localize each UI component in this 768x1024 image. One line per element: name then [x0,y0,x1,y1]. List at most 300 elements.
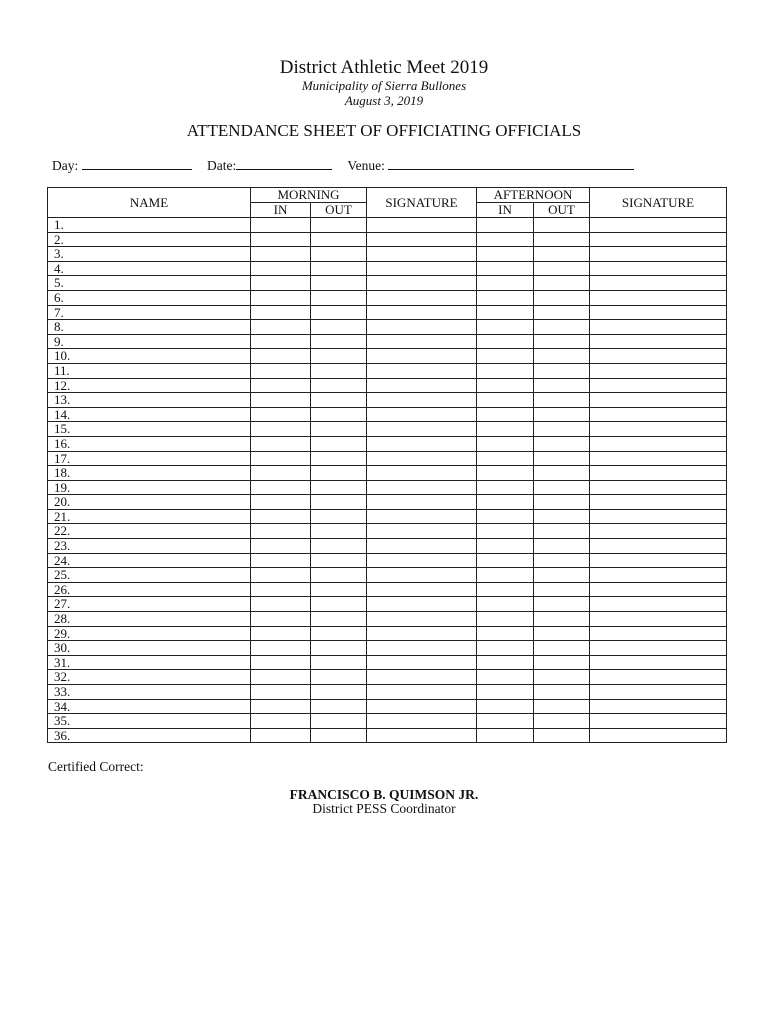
afternoon-in-cell[interactable] [477,232,534,247]
day-label: Day: [52,158,79,173]
afternoon-out-cell[interactable] [534,699,590,714]
morning-out-cell[interactable] [311,305,367,320]
row-number-name-cell: 2. [48,232,251,247]
afternoon-signature-cell[interactable] [590,626,727,641]
morning-signature-cell[interactable] [367,247,477,262]
row-number-name-cell: 24. [48,553,251,568]
morning-signature-cell[interactable] [367,509,477,524]
afternoon-out-cell[interactable] [534,407,590,422]
afternoon-in-cell[interactable] [477,378,534,393]
morning-in-cell[interactable] [251,349,311,364]
document-title: District Athletic Meet 2019 [279,57,489,78]
afternoon-in-cell[interactable] [477,553,534,568]
afternoon-out-cell[interactable] [534,714,590,729]
table-row [48,699,727,714]
morning-in-cell[interactable] [251,626,311,641]
afternoon-out-cell[interactable] [534,509,590,524]
morning-out-cell[interactable] [311,655,367,670]
morning-in-header: IN [251,203,311,218]
morning-signature-cell[interactable] [367,685,477,700]
morning-signature-cell[interactable] [367,290,477,305]
afternoon-signature-cell[interactable] [590,261,727,276]
morning-out-cell[interactable] [311,261,367,276]
morning-in-cell[interactable] [251,320,311,335]
row-number-name-cell: 26. [48,582,251,597]
afternoon-out-cell[interactable] [534,232,590,247]
afternoon-signature-cell[interactable] [590,422,727,437]
afternoon-out-cell[interactable] [534,393,590,408]
row-number-name-cell: 7. [48,305,251,320]
afternoon-in-cell[interactable] [477,436,534,451]
morning-signature-cell[interactable] [367,612,477,627]
morning-out-cell[interactable] [311,247,367,262]
afternoon-signature-cell[interactable] [590,407,727,422]
row-number-name-cell: 17. [48,451,251,466]
morning-in-cell[interactable] [251,495,311,510]
morning-signature-cell[interactable] [367,655,477,670]
table-row [48,247,727,262]
morning-out-cell[interactable] [311,495,367,510]
attendance-table [47,187,727,743]
afternoon-signature-cell[interactable] [590,218,727,233]
afternoon-signature-cell[interactable] [590,597,727,612]
attendance-rows [48,218,727,743]
morning-signature-cell[interactable] [367,582,477,597]
afternoon-out-cell[interactable] [534,276,590,291]
morning-in-cell[interactable] [251,363,311,378]
day-blank[interactable] [82,157,192,170]
afternoon-signature-cell[interactable] [590,539,727,554]
signer-name: FRANCISCO B. QUIMSON JR. [289,787,479,802]
morning-in-cell[interactable] [251,582,311,597]
row-number-name-cell: 25. [48,568,251,583]
venue-blank[interactable] [388,157,634,170]
morning-in-cell[interactable] [251,276,311,291]
morning-in-cell[interactable] [251,232,311,247]
morning-out-cell[interactable] [311,466,367,481]
form-fields-line [52,157,634,174]
morning-out-cell[interactable] [311,349,367,364]
table-row [48,349,727,364]
afternoon-signature-header: SIGNATURE [590,188,727,218]
afternoon-in-cell[interactable] [477,422,534,437]
morning-in-cell[interactable] [251,553,311,568]
morning-signature-cell[interactable] [367,363,477,378]
afternoon-signature-cell[interactable] [590,655,727,670]
afternoon-out-cell[interactable] [534,422,590,437]
afternoon-out-cell[interactable] [534,363,590,378]
afternoon-signature-cell[interactable] [590,685,727,700]
afternoon-out-cell[interactable] [534,655,590,670]
morning-out-cell[interactable] [311,539,367,554]
morning-in-cell[interactable] [251,641,311,656]
afternoon-out-cell[interactable] [534,495,590,510]
afternoon-out-cell[interactable] [534,378,590,393]
morning-in-cell[interactable] [251,436,311,451]
morning-out-cell[interactable] [311,728,367,743]
morning-signature-cell[interactable] [367,407,477,422]
morning-signature-header: SIGNATURE [367,188,477,218]
afternoon-signature-cell[interactable] [590,728,727,743]
row-number-name-cell: 5. [48,276,251,291]
table-row [48,612,727,627]
morning-in-cell[interactable] [251,480,311,495]
afternoon-in-cell[interactable] [477,539,534,554]
morning-out-header: OUT [311,203,367,218]
row-number-name-cell: 21. [48,509,251,524]
afternoon-out-cell[interactable] [534,597,590,612]
afternoon-out-cell[interactable] [534,626,590,641]
table-row [48,261,727,276]
afternoon-out-cell[interactable] [534,261,590,276]
morning-signature-cell[interactable] [367,422,477,437]
morning-out-cell[interactable] [311,568,367,583]
afternoon-signature-cell[interactable] [590,714,727,729]
morning-signature-cell[interactable] [367,305,477,320]
morning-out-cell[interactable] [311,422,367,437]
afternoon-in-cell[interactable] [477,626,534,641]
afternoon-signature-cell[interactable] [590,480,727,495]
sheet-heading: ATTENDANCE SHEET OF OFFICIATING OFFICIALS [186,121,582,140]
morning-in-cell[interactable] [251,334,311,349]
afternoon-in-cell[interactable] [477,685,534,700]
row-number-name-cell: 13. [48,393,251,408]
morning-out-cell[interactable] [311,393,367,408]
afternoon-in-cell[interactable] [477,495,534,510]
afternoon-in-cell[interactable] [477,568,534,583]
table-row [48,553,727,568]
row-number-name-cell: 9. [48,334,251,349]
morning-signature-cell[interactable] [367,699,477,714]
morning-out-cell[interactable] [311,334,367,349]
afternoon-in-cell[interactable] [477,641,534,656]
morning-signature-cell[interactable] [367,218,477,233]
table-row [48,568,727,583]
morning-in-cell[interactable] [251,407,311,422]
table-row [48,218,727,233]
morning-signature-cell[interactable] [367,378,477,393]
afternoon-in-cell[interactable] [477,670,534,685]
row-number-name-cell: 29. [48,626,251,641]
afternoon-out-cell[interactable] [534,334,590,349]
morning-in-cell[interactable] [251,670,311,685]
afternoon-out-cell[interactable] [534,641,590,656]
morning-out-cell[interactable] [311,378,367,393]
afternoon-out-cell[interactable] [534,349,590,364]
morning-in-cell[interactable] [251,597,311,612]
date-label: Date: [207,158,237,173]
afternoon-signature-cell[interactable] [590,612,727,627]
morning-signature-cell[interactable] [367,261,477,276]
morning-out-cell[interactable] [311,524,367,539]
morning-out-cell[interactable] [311,436,367,451]
afternoon-in-cell[interactable] [477,655,534,670]
morning-out-cell[interactable] [311,407,367,422]
afternoon-out-cell[interactable] [534,436,590,451]
morning-out-cell[interactable] [311,232,367,247]
afternoon-in-cell[interactable] [477,393,534,408]
morning-signature-cell[interactable] [367,232,477,247]
afternoon-signature-cell[interactable] [590,276,727,291]
table-row [48,539,727,554]
afternoon-signature-cell[interactable] [590,378,727,393]
morning-in-cell[interactable] [251,655,311,670]
morning-signature-cell[interactable] [367,393,477,408]
morning-signature-cell[interactable] [367,641,477,656]
afternoon-in-cell[interactable] [477,451,534,466]
table-row [48,407,727,422]
morning-signature-cell[interactable] [367,320,477,335]
morning-signature-cell[interactable] [367,728,477,743]
afternoon-out-cell[interactable] [534,466,590,481]
morning-signature-cell[interactable] [367,553,477,568]
row-number-name-cell: 22. [48,524,251,539]
afternoon-out-cell[interactable] [534,582,590,597]
table-row [48,290,727,305]
signer-title: District PESS Coordinator [312,801,456,816]
row-number-name-cell: 6. [48,290,251,305]
morning-out-cell[interactable] [311,641,367,656]
table-row [48,363,727,378]
afternoon-signature-cell[interactable] [590,232,727,247]
morning-signature-cell[interactable] [367,276,477,291]
afternoon-in-cell[interactable] [477,247,534,262]
morning-signature-cell[interactable] [367,568,477,583]
morning-out-cell[interactable] [311,276,367,291]
table-row [48,393,727,408]
row-number-name-cell: 16. [48,436,251,451]
morning-signature-cell[interactable] [367,714,477,729]
morning-out-cell[interactable] [311,451,367,466]
afternoon-in-cell[interactable] [477,334,534,349]
afternoon-signature-cell[interactable] [590,641,727,656]
table-row [48,320,727,335]
afternoon-in-cell[interactable] [477,728,534,743]
table-row [48,422,727,437]
afternoon-in-cell[interactable] [477,612,534,627]
morning-out-cell[interactable] [311,480,367,495]
morning-in-cell[interactable] [251,728,311,743]
afternoon-in-cell[interactable] [477,699,534,714]
morning-in-cell[interactable] [251,466,311,481]
morning-in-cell[interactable] [251,699,311,714]
afternoon-in-cell[interactable] [477,276,534,291]
table-row [48,232,727,247]
morning-in-cell[interactable] [251,685,311,700]
afternoon-in-cell[interactable] [477,261,534,276]
row-number-name-cell: 31. [48,655,251,670]
afternoon-in-cell[interactable] [477,509,534,524]
table-row [48,597,727,612]
morning-in-cell[interactable] [251,509,311,524]
afternoon-signature-cell[interactable] [590,305,727,320]
afternoon-signature-cell[interactable] [590,553,727,568]
municipality-subtitle: Municipality of Sierra Bullones [301,78,467,93]
afternoon-in-cell[interactable] [477,363,534,378]
morning-in-cell[interactable] [251,218,311,233]
morning-in-cell[interactable] [251,524,311,539]
name-header: NAME [48,188,251,218]
venue-label: Venue: [347,158,385,173]
morning-in-cell[interactable] [251,539,311,554]
morning-in-cell[interactable] [251,568,311,583]
afternoon-out-cell[interactable] [534,524,590,539]
morning-in-cell[interactable] [251,451,311,466]
morning-in-cell[interactable] [251,393,311,408]
afternoon-out-cell[interactable] [534,612,590,627]
row-number-name-cell: 12. [48,378,251,393]
afternoon-signature-cell[interactable] [590,247,727,262]
afternoon-in-cell[interactable] [477,466,534,481]
afternoon-out-cell[interactable] [534,305,590,320]
row-number-name-cell: 10. [48,349,251,364]
table-row [48,670,727,685]
morning-out-cell[interactable] [311,320,367,335]
morning-out-cell[interactable] [311,685,367,700]
morning-signature-cell[interactable] [367,466,477,481]
afternoon-signature-cell[interactable] [590,320,727,335]
afternoon-signature-cell[interactable] [590,451,727,466]
afternoon-out-cell[interactable] [534,480,590,495]
afternoon-out-cell[interactable] [534,568,590,583]
afternoon-signature-cell[interactable] [590,524,727,539]
table-row [48,714,727,729]
afternoon-in-cell[interactable] [477,305,534,320]
table-row [48,305,727,320]
afternoon-in-cell[interactable] [477,349,534,364]
table-row [48,466,727,481]
row-number-name-cell: 11. [48,363,251,378]
morning-signature-cell[interactable] [367,334,477,349]
afternoon-out-cell[interactable] [534,685,590,700]
afternoon-out-cell[interactable] [534,553,590,568]
row-number-name-cell: 18. [48,466,251,481]
afternoon-signature-cell[interactable] [590,582,727,597]
afternoon-in-cell[interactable] [477,714,534,729]
afternoon-out-cell[interactable] [534,247,590,262]
afternoon-signature-cell[interactable] [590,670,727,685]
afternoon-in-cell[interactable] [477,290,534,305]
morning-signature-cell[interactable] [367,524,477,539]
morning-in-cell[interactable] [251,612,311,627]
table-row [48,524,727,539]
afternoon-out-cell[interactable] [534,670,590,685]
afternoon-signature-cell[interactable] [590,509,727,524]
morning-out-cell[interactable] [311,699,367,714]
afternoon-out-cell[interactable] [534,218,590,233]
morning-in-cell[interactable] [251,378,311,393]
row-number-name-cell: 8. [48,320,251,335]
row-number-name-cell: 14. [48,407,251,422]
morning-signature-cell[interactable] [367,539,477,554]
afternoon-in-cell[interactable] [477,597,534,612]
afternoon-out-cell[interactable] [534,320,590,335]
table-row [48,728,727,743]
morning-out-cell[interactable] [311,670,367,685]
afternoon-signature-cell[interactable] [590,699,727,714]
afternoon-signature-cell[interactable] [590,349,727,364]
event-date: August 3, 2019 [344,93,424,108]
afternoon-signature-cell[interactable] [590,290,727,305]
afternoon-in-header: IN [477,203,534,218]
afternoon-signature-cell[interactable] [590,495,727,510]
table-row [48,641,727,656]
row-number-name-cell: 35. [48,714,251,729]
afternoon-signature-cell[interactable] [590,568,727,583]
row-number-name-cell: 19. [48,480,251,495]
afternoon-in-cell[interactable] [477,582,534,597]
row-number-name-cell: 4. [48,261,251,276]
afternoon-signature-cell[interactable] [590,363,727,378]
morning-signature-cell[interactable] [367,451,477,466]
afternoon-in-cell[interactable] [477,524,534,539]
morning-out-cell[interactable] [311,509,367,524]
row-number-name-cell: 23. [48,539,251,554]
afternoon-in-cell[interactable] [477,407,534,422]
table-row [48,436,727,451]
morning-out-cell[interactable] [311,714,367,729]
morning-out-cell[interactable] [311,553,367,568]
certified-correct-label: Certified Correct: [48,759,144,774]
table-row [48,509,727,524]
morning-in-cell[interactable] [251,714,311,729]
morning-signature-cell[interactable] [367,597,477,612]
afternoon-signature-cell[interactable] [590,334,727,349]
afternoon-in-cell[interactable] [477,218,534,233]
morning-in-cell[interactable] [251,261,311,276]
afternoon-out-cell[interactable] [534,728,590,743]
afternoon-in-cell[interactable] [477,320,534,335]
row-number-name-cell: 15. [48,422,251,437]
table-row [48,685,727,700]
morning-out-cell[interactable] [311,582,367,597]
morning-out-cell[interactable] [311,612,367,627]
morning-signature-cell[interactable] [367,436,477,451]
row-number-name-cell: 33. [48,685,251,700]
morning-out-cell[interactable] [311,290,367,305]
morning-signature-cell[interactable] [367,349,477,364]
afternoon-in-cell[interactable] [477,480,534,495]
row-number-name-cell: 34. [48,699,251,714]
afternoon-signature-cell[interactable] [590,436,727,451]
morning-in-cell[interactable] [251,247,311,262]
morning-in-cell[interactable] [251,305,311,320]
table-row [48,495,727,510]
morning-in-cell[interactable] [251,422,311,437]
row-number-name-cell: 36. [48,728,251,743]
morning-signature-cell[interactable] [367,480,477,495]
morning-signature-cell[interactable] [367,626,477,641]
table-row [48,655,727,670]
row-number-name-cell: 32. [48,670,251,685]
afternoon-out-cell[interactable] [534,539,590,554]
afternoon-signature-cell[interactable] [590,393,727,408]
morning-out-cell[interactable] [311,597,367,612]
morning-out-cell[interactable] [311,626,367,641]
row-number-name-cell: 28. [48,612,251,627]
afternoon-out-cell[interactable] [534,290,590,305]
morning-signature-cell[interactable] [367,495,477,510]
afternoon-signature-cell[interactable] [590,466,727,481]
row-number-name-cell: 20. [48,495,251,510]
table-row [48,626,727,641]
morning-out-cell[interactable] [311,363,367,378]
date-blank[interactable] [236,157,332,170]
morning-signature-cell[interactable] [367,670,477,685]
afternoon-out-cell[interactable] [534,451,590,466]
morning-out-cell[interactable] [311,218,367,233]
morning-in-cell[interactable] [251,290,311,305]
